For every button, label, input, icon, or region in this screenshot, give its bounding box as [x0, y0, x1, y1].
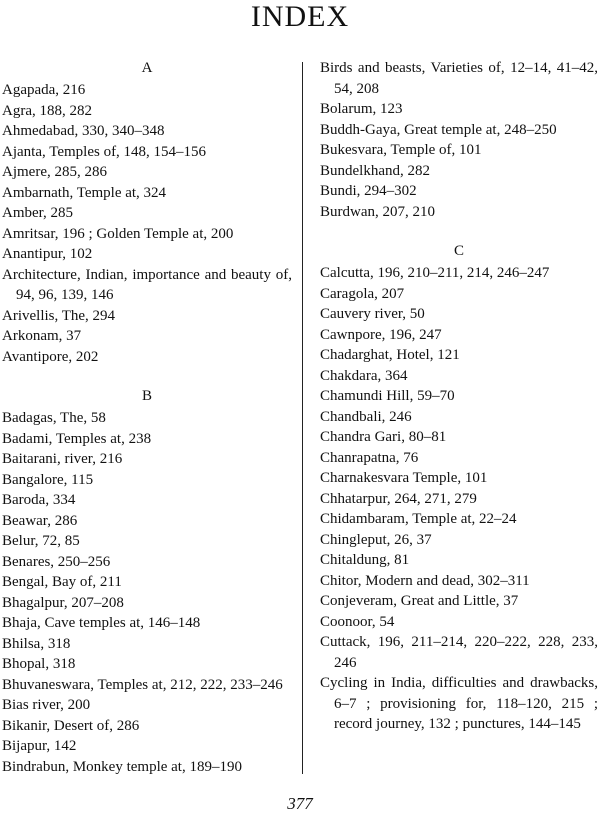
index-column-right: [320, 58, 598, 735]
index-entry: Chanrapatna, 76: [320, 449, 419, 466]
index-entry: Arivellis, The, 294: [2, 307, 116, 324]
index-entry: Benares, 250–256: [2, 553, 111, 570]
index-entry: Chitor, Modern and dead, 302–311: [320, 572, 530, 589]
index-entry: Badami, Temples at, 238: [2, 430, 152, 447]
index-entry: Arkonam, 37: [2, 328, 82, 344]
index-entry: Bhuvaneswara, Temples at, 212, 222, 233–246: [2, 676, 283, 693]
index-entry: Bijapur, 142: [2, 738, 77, 754]
index-entry: Burdwan, 207, 210: [320, 203, 435, 220]
index-entry: Bukesvara, Temple of, 101: [320, 142, 482, 158]
index-column-left: [2, 58, 292, 777]
index-entry: Cycling in India, difficulties and drawbacks, 6–7 ; provisioning for, 118–120, 215 ; record journey, 132 ; punctures, 144–145: [320, 675, 598, 732]
index-entry: Coonoor, 54: [320, 613, 395, 630]
section-letter-c: C: [453, 243, 464, 259]
index-entry: Bhaja, Cave temples at, 146–148: [2, 615, 201, 631]
index-entry: Conjeveram, Great and Little, 37: [320, 593, 519, 609]
index-entry: Bhagalpur, 207–208: [2, 594, 124, 611]
index-entry: Bias river, 200: [2, 697, 91, 713]
index-entry: Avantipore, 202: [2, 348, 99, 365]
section-a-entries: [2, 80, 292, 367]
index-entry: Bengal, Bay of, 211: [2, 574, 122, 590]
index-entry: Bangalore, 115: [2, 471, 94, 488]
index-entry: Chadarghat, Hotel, 121: [320, 347, 460, 363]
index-entry: Badagas, The, 58: [2, 410, 106, 426]
index-entry: Charnakesvara Temple, 101: [320, 470, 488, 486]
index-entry: Cauvery river, 50: [320, 306, 425, 322]
index-entry: Beawar, 286: [2, 512, 78, 529]
section-letter-b: B: [141, 388, 152, 404]
index-entry: Cawnpore, 196, 247: [320, 326, 442, 343]
index-entry: Chandra Gari, 80–81: [320, 429, 447, 445]
index-entry: Baitarani, river, 216: [2, 451, 123, 467]
index-entry: Cuttack, 196, 211–214, 220–222, 228, 233, 246: [320, 634, 598, 671]
index-entry: Amritsar, 196 ; Golden Temple at, 200: [2, 225, 234, 242]
section-letter-a: A: [141, 60, 153, 76]
index-entry: Buddh-Gaya, Great temple at, 248–250: [320, 121, 557, 138]
index-entry: Architecture, Indian, importance and beauty of, 94, 96, 139, 146: [2, 266, 292, 303]
index-entry: Chhatarpur, 264, 271, 279: [320, 490, 477, 507]
index-entry: Ajanta, Temples of, 148, 154–156: [2, 143, 207, 160]
index-entry: Ambarnath, Temple at, 324: [2, 184, 167, 201]
index-entry: Bundi, 294–302: [320, 183, 417, 199]
index-entry: Calcutta, 196, 210–211, 214, 246–247: [320, 265, 550, 281]
page-number: 377: [287, 794, 313, 813]
index-entry: Anantipur, 102: [2, 246, 93, 262]
index-entry: Bhopal, 318: [2, 656, 76, 672]
page-title: INDEX: [250, 0, 350, 33]
index-entry: Chingleput, 26, 37: [320, 531, 432, 548]
section-c-entries: [320, 263, 598, 735]
index-entry: Bolarum, 123: [320, 101, 403, 117]
index-entry: Belur, 72, 85: [2, 533, 80, 549]
index-entry: Chakdara, 364: [320, 367, 408, 384]
index-entry: Ajmere, 285, 286: [2, 164, 107, 180]
section-b-entries: [2, 408, 292, 777]
index-entry: Chamundi Hill, 59–70: [320, 388, 455, 404]
section-b-continued-entries: [320, 58, 598, 222]
index-entry: Chitaldung, 81: [320, 552, 410, 568]
index-entry: Ahmedabad, 330, 340–348: [2, 123, 165, 139]
index-entry: Amber, 285: [2, 205, 74, 221]
index-entry: Chidambaram, Temple at, 22–24: [320, 511, 517, 527]
index-entry: Caragola, 207: [320, 285, 405, 302]
index-entry: Bindrabun, Monkey temple at, 189–190: [2, 758, 242, 775]
index-entry: Agra, 188, 282: [2, 102, 92, 119]
index-entry: Chandbali, 246: [320, 408, 412, 425]
index-entry: Bhilsa, 318: [2, 635, 71, 652]
index-entry: Bundelkhand, 282: [320, 162, 430, 179]
index-entry: Baroda, 334: [2, 492, 76, 508]
index-entry: Birds and beasts, Varieties of, 12–14, 41–42, 54, 208: [320, 60, 598, 97]
index-entry: Agapada, 216: [2, 82, 86, 98]
column-divider: [302, 62, 303, 774]
index-entry: Bikanir, Desert of, 286: [2, 717, 140, 734]
